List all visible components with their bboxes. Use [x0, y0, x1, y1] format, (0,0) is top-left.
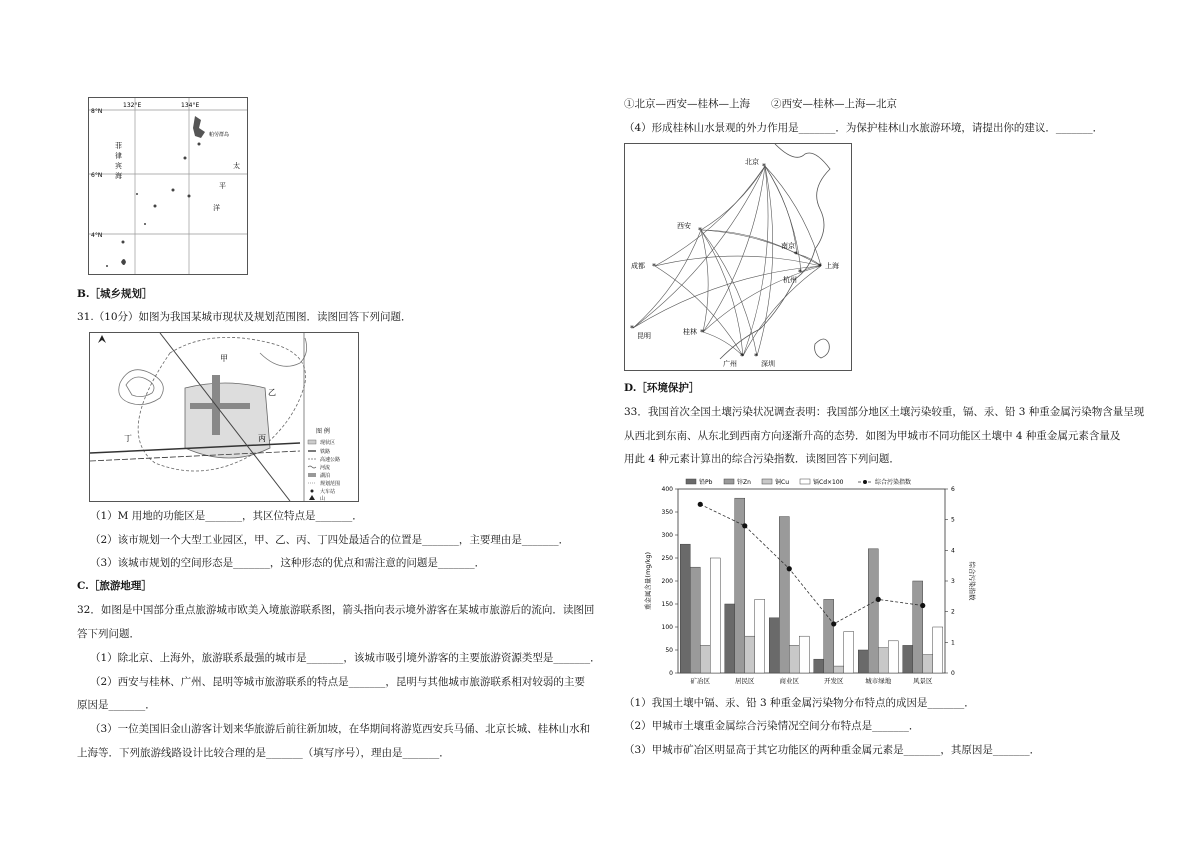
bar-1 — [725, 604, 735, 673]
bar-3 — [878, 648, 888, 673]
ocean-label-3: 洋 — [213, 204, 220, 212]
tourism-link — [757, 166, 773, 356]
pollution-index-point — [742, 523, 747, 528]
q33-a: 33．我国首次全国土壤污染状况调查表明：我国部分地区土壤污染较重，镉、汞、铅 3 种重金属污染物含量呈现 — [624, 406, 1145, 418]
y-tick-label: 0 — [669, 670, 673, 677]
pollution-index-point — [698, 502, 703, 507]
city-marker-icon: * — [754, 352, 758, 361]
y-tick-label: 50 — [665, 647, 673, 654]
legend-label: 铜Cu — [775, 479, 789, 486]
ocean-label-1: 太 — [233, 162, 240, 170]
tourism-link — [655, 166, 765, 266]
sea-label-2: 律 — [115, 152, 122, 160]
city-label: 南京 — [781, 242, 795, 250]
bar-2 — [913, 581, 923, 673]
y-tick-label: 100 — [661, 624, 673, 631]
y-tick-label: 400 — [661, 486, 673, 493]
bar-2 — [779, 517, 789, 673]
bar-4 — [710, 558, 720, 673]
city-label: 西安 — [677, 222, 691, 230]
legend-title: 图 例 — [316, 428, 330, 435]
city-planning-map — [89, 332, 359, 502]
bar-1 — [903, 645, 913, 673]
lon-label-2: 134°E — [181, 102, 200, 109]
city-marker-icon: * — [762, 162, 766, 171]
bar-2 — [824, 599, 834, 673]
legend-item: 山 — [320, 496, 326, 501]
tourism-map — [624, 143, 852, 371]
y-axis-label: 重金属含量(mg/kg) — [644, 551, 652, 611]
q32-3b: 上海等．下列旅游线路设计比较合理的是_______（填写序号），理由是_______． — [77, 747, 450, 759]
city-label: 深圳 — [761, 360, 775, 368]
section-d-heading: D.［环境保护］ — [624, 382, 700, 394]
city-label: 成都 — [631, 262, 645, 270]
y2-tick-label: 1 — [951, 639, 955, 647]
city-marker-icon: * — [630, 324, 634, 333]
bar-4 — [755, 599, 765, 673]
y-tick-label: 250 — [661, 555, 673, 562]
y2-tick-label: 4 — [951, 547, 955, 555]
category-label: 居民区 — [735, 677, 755, 685]
city-marker-icon: * — [740, 352, 744, 361]
pollution-index-point — [831, 621, 836, 626]
y-tick-label: 150 — [661, 601, 673, 608]
sea-label-3: 宾 — [115, 162, 122, 170]
q32-stem-b: 答下列问题． — [77, 628, 140, 640]
legend-swatch — [762, 479, 772, 484]
tourism-link — [655, 266, 743, 356]
q31-stem: 31.（10分）如图为我国某城市现状及规划范围图．读图回答下列问题． — [77, 311, 412, 323]
q33-1: （1）我国土壤中镉、汞、铅 3 种重金属污染物分布特点的成因是_______． — [624, 697, 975, 709]
q31-2: （2）该市规划一个大型工业园区，甲、乙、丙、丁四处最适合的位置是_______，主要理由是_______． — [90, 534, 570, 546]
city-marker-icon: * — [818, 262, 822, 271]
q32-1: （1）除北京、上海外，旅游联系最强的城市是_______，该城市吸引境外游客的主要旅游资源类型是_______． — [90, 652, 601, 664]
city-planning-svg — [90, 333, 358, 501]
sea-label-4: 海 — [115, 172, 122, 180]
y-tick-label: 200 — [661, 578, 673, 585]
bar-3 — [923, 655, 933, 673]
bar-1 — [814, 659, 824, 673]
city-label: 桂林 — [683, 328, 697, 336]
y2-tick-label: 3 — [951, 578, 955, 585]
legend-item: 铁路 — [320, 449, 331, 455]
q32-2b: 原因是_______． — [77, 699, 156, 711]
q31-1: （1）M 用地的功能区是_______，其区位特点是_______． — [90, 510, 363, 522]
bar-3 — [745, 636, 755, 673]
section-b-heading: B.［城乡规划］ — [77, 288, 153, 300]
y2-tick-label: 2 — [951, 608, 955, 616]
city-label: 广州 — [723, 360, 737, 368]
heavy-metal-chart — [640, 475, 980, 687]
legend-swatch — [863, 480, 867, 484]
section-c-heading: C.［旅游地理］ — [77, 580, 152, 592]
y2-tick-label: 5 — [951, 516, 955, 524]
bar-1 — [680, 544, 690, 673]
category-label: 商业区 — [779, 677, 799, 685]
y2-tick-label: 0 — [951, 670, 955, 677]
y2-axis-label: 综合污染指数 — [968, 561, 976, 601]
city-marker-icon: * — [798, 268, 802, 277]
lat-label-1: 8°N — [91, 108, 103, 115]
bar-4 — [844, 632, 854, 673]
pollution-index-point — [787, 566, 792, 571]
zone-jia: 甲 — [220, 354, 228, 363]
island-label: 帕劳群岛 — [209, 132, 230, 138]
bar-3 — [789, 645, 799, 673]
legend-swatch — [800, 479, 810, 484]
legend-label: 锌Zn — [737, 479, 751, 486]
pollution-index-point — [876, 597, 881, 602]
lon-label-1: 132°E — [123, 102, 142, 109]
island-shape — [193, 116, 205, 138]
q32-stem-a: 32．如图是中国部分重点旅游城市欧美入境旅游联系图，箭头指向表示境外游客在某城市旅游后的流向．读图回 — [77, 604, 595, 616]
city-marker-icon: * — [698, 226, 702, 235]
legend-swatch — [686, 479, 696, 484]
q33-c: 用此 4 种元素计算出的综合污染指数．读图回答下列问题． — [624, 453, 900, 465]
bar-4 — [933, 627, 943, 673]
tourism-link — [633, 166, 765, 328]
palau-map-svg — [89, 98, 247, 274]
zone-bing: 丙 — [258, 434, 266, 443]
city-marker-icon: * — [700, 328, 704, 337]
city-label: 北京 — [745, 158, 759, 166]
tourism-link — [701, 230, 757, 356]
ocean-label-2: 平 — [219, 182, 226, 190]
bar-3 — [700, 645, 710, 673]
tourism-link — [743, 266, 821, 356]
chart-svg — [640, 475, 980, 687]
category-label: 城市绿地 — [865, 677, 892, 685]
tourism-link — [701, 230, 821, 266]
y-tick-label: 350 — [661, 509, 673, 516]
palau-map — [88, 97, 248, 275]
city-label: 杭州 — [783, 276, 797, 284]
pollution-index-point — [920, 603, 925, 608]
q33-3: （3）甲城市矿冶区明显高于其它功能区的两种重金属元素是_______，其原因是_______． — [624, 744, 1041, 756]
category-label: 矿冶区 — [690, 677, 710, 685]
y-tick-label: 300 — [661, 532, 673, 539]
legend-item: 现状区 — [320, 440, 336, 446]
tourism-link — [633, 230, 701, 328]
city-label: 上海 — [825, 262, 839, 270]
q32-3a: （3）一位美国旧金山游客计划来华旅游后前往新加坡，在华期间将游览西安兵马俑、北京长城、桂林山水和 — [90, 723, 591, 735]
tourism-link — [701, 230, 708, 332]
legend-item: 高速公路 — [320, 457, 341, 463]
tourism-link — [765, 166, 797, 254]
bar-1 — [769, 618, 779, 673]
zone-ding: 丁 — [124, 434, 132, 443]
legend-item: 规划范围 — [320, 481, 341, 487]
bar-2 — [690, 567, 700, 673]
legend-swatch — [724, 479, 734, 484]
legend-item: 河流 — [320, 465, 331, 471]
q32-2a: （2）西安与桂林、广州、昆明等城市旅游联系的特点是_______，昆明与其他城市旅游联系相对较弱的主要 — [90, 676, 585, 688]
tourism-link — [703, 266, 821, 332]
city-label: 昆明 — [637, 332, 651, 340]
q32-4: （4）形成桂林山水景观的外力作用是_______．为保护桂林山水旅游环境，请提出你的建议．_______． — [624, 122, 1104, 134]
category-label: 开发区 — [824, 677, 844, 685]
q31-3: （3）该城市规划的空间形态是_______，这种形态的优点和需注意的问题是_______． — [90, 557, 486, 569]
legend-label: 铅Pb — [699, 479, 713, 486]
y2-tick-label: 6 — [951, 486, 955, 493]
route-options: ①北京—西安—桂林—上海 ②西安—桂林—上海—北京 — [624, 98, 897, 110]
legend-label: 综合污染指数 — [875, 479, 912, 486]
tourism-map-svg — [625, 144, 851, 370]
bar-3 — [834, 666, 844, 673]
legend-label: 镉Cd×100 — [813, 479, 844, 486]
city-marker-icon: * — [794, 250, 798, 259]
city-marker-icon: * — [652, 262, 656, 271]
tourism-link — [765, 166, 821, 266]
taiwan-shape — [815, 339, 830, 358]
bar-1 — [858, 650, 868, 673]
bar-2 — [868, 549, 878, 673]
legend-item: 湖泊 — [320, 473, 331, 479]
tourism-link — [701, 166, 765, 230]
legend-item: 大车站 — [320, 489, 336, 495]
lat-label-3: 4°N — [91, 232, 103, 239]
sea-label-1: 菲 — [115, 142, 122, 150]
lat-label-2: 6°N — [91, 172, 103, 179]
category-label: 风景区 — [913, 677, 933, 685]
tourism-link — [701, 230, 743, 356]
zone-yi: 乙 — [268, 388, 276, 397]
bar-4 — [888, 641, 898, 673]
bar-4 — [799, 636, 809, 673]
q33-2: （2）甲城市土壤重金属综合污染情况空间分布特点是_______． — [624, 720, 920, 732]
q33-b: 从西北到东南、从东北到西南方向逐渐升高的态势．如图为甲城市不同功能区土壤中 4 种重金属元素含量及 — [624, 430, 1121, 442]
